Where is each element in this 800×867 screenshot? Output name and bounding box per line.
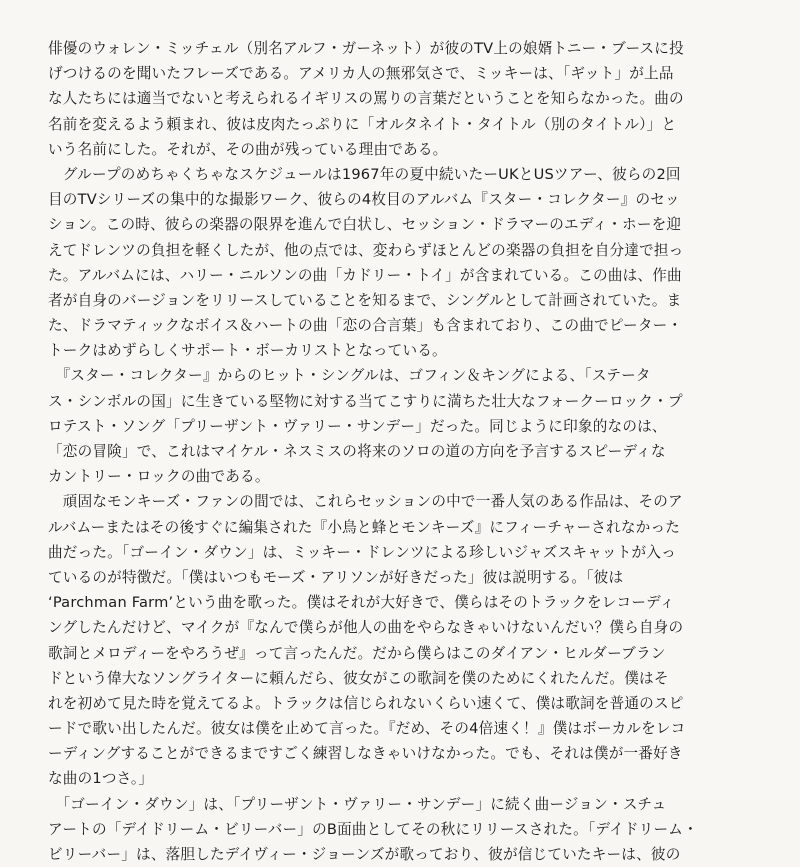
- text-line: カントリー・ロックの曲である。: [48, 468, 270, 486]
- text-line: ングしたんだけど、マイクが『なんで僕らが他人の曲をやらなきゃいけないんだい？僕ら自身の: [48, 619, 684, 637]
- text-line: いう名前にした。それが、その曲が残っている理由である。: [48, 140, 448, 158]
- text-line: ルバムーまたはその後すぐに編集された『小鳥と蜂とモンキーズ』にフィーチャーされなかった: [48, 518, 681, 536]
- text-line: ードで歌い出したんだ。彼女は僕を止めて言った。『だめ、その4倍速く！』僕はボーカルをレコ: [48, 720, 686, 738]
- text-line: れを初めて見た時を覚えてるよ。トラックは信じられないくらい速くて、僕は歌詞を普通のスピ: [48, 694, 684, 712]
- text-line: ーディングすることができるまですごく練習しなきゃいけなかった。でも、それは僕が一番好き: [48, 745, 683, 763]
- text-line: 曲だった。「ゴーイン・ダウン」は、ミッキー・ドレンツによる珍しいジャズスキャットが入っ: [48, 543, 676, 561]
- text-line: 俳優のウォレン・ミッチェル（別名アルフ・ガーネット）が彼のTV上の娘婿トニー・ブースに投: [48, 40, 684, 57]
- text-line: ‘Parchman Farm’という曲を歌った。僕はそれが大好きで、僕らはそのトラックをレコーディ: [48, 594, 675, 612]
- text-line: ス・シンボルの国」に生きている堅物に対する当てこすりに満ちた壮大なフォークーロック・プ: [48, 392, 683, 410]
- text-line: 『スター・コレクター』からのヒット・シングルは、ゴフィン＆キングによる、「ステータ: [48, 367, 651, 385]
- text-line: ビリーバー」は、落胆したデイヴィー・ジョーンズが歌っており、彼が信じていたキーは、彼の: [48, 846, 681, 863]
- text-line: ドという偉大なソングライターに頼んだら、彼女がこの歌詞を僕のためにくれたんだ。僕はそ: [48, 669, 669, 687]
- text-line: 「恋の冒険」で、これはマイケル・ネスミスの将来のソロの道の方向を予言するスピーディな: [48, 443, 666, 460]
- text-line: 歌詞とメロディーをやろうぜ』って言ったんだ。だから僕らはこのダイアン・ヒルダーブラン: [48, 644, 666, 662]
- text-line: げつけるのを聞いたフレーズである。アメリカ人の無邪気さで、ミッキーは、「ギット」が上品: [48, 65, 674, 83]
- text-line: 名前を変えるよう頼まれ、彼は皮肉たっぷりに「オルタネイト・タイトル（別のタイトル）」と: [48, 115, 677, 133]
- text-line: 「ゴーイン・ダウン」は、「プリーザント・ヴァリー・サンデー」に続く曲ージョン・スチュ: [48, 795, 667, 813]
- text-line: えてドレンツの負担を軽くしたが、他の点では、変わらずほとんどの楽器の負担を自分達で担っ: [48, 241, 684, 259]
- text-line: トークはめずらしくサポート・ボーカリストとなっている。: [48, 342, 447, 360]
- text-line: ているのが特徴だ。「僕はいつもモーズ・アリソンが好きだった」彼は説明する。「彼は: [48, 568, 624, 586]
- text-line: ション。この時、彼らの楽器の限界を進んで白状し、セッション・ドラマーのエディ・ホーを迎: [48, 216, 682, 234]
- text-line: 目のTVシリーズの集中的な撮影ワーク、彼らの4枚目のアルバム『スター・コレクター』のセッ: [48, 191, 680, 209]
- text-line: ロテスト・ソング「プリーザント・ヴァリー・サンデー」だった。同じように印象的なのは、: [48, 417, 667, 435]
- text-line: な曲の1つさ。」: [48, 770, 154, 788]
- text-line: た。アルバムには、ハリー・ニルソンの曲「カドリー・トイ」が含まれている。この曲は、作曲: [48, 266, 682, 284]
- text-line: な人たちには適当でないと考えられるイギリスの罵りの言葉だということを知らなかった。曲の: [48, 90, 684, 108]
- text-line: た、ドラマティックなボイス＆ハートの曲「恋の合言葉」も含まれており、この曲でピーター・: [48, 317, 683, 335]
- text-line: グループのめちゃくちゃなスケジュールは1967年の夏中続いたーUKとUSツアー、彼らの2回: [48, 165, 681, 183]
- text-line: アートの「デイドリーム・ビリーバー」のB面曲としてその秋にリリースされた。「デイドリーム・: [48, 820, 698, 838]
- body-text: [48, 36, 754, 867]
- text-line: 者が自身のバージョンをリリースしていることを知るまで、シングルとして計画されていた。ま: [48, 291, 682, 309]
- text-line: 頑固なモンキーズ・ファンの間では、これらセッションの中で一番人気のある作品は、そのア: [48, 493, 683, 511]
